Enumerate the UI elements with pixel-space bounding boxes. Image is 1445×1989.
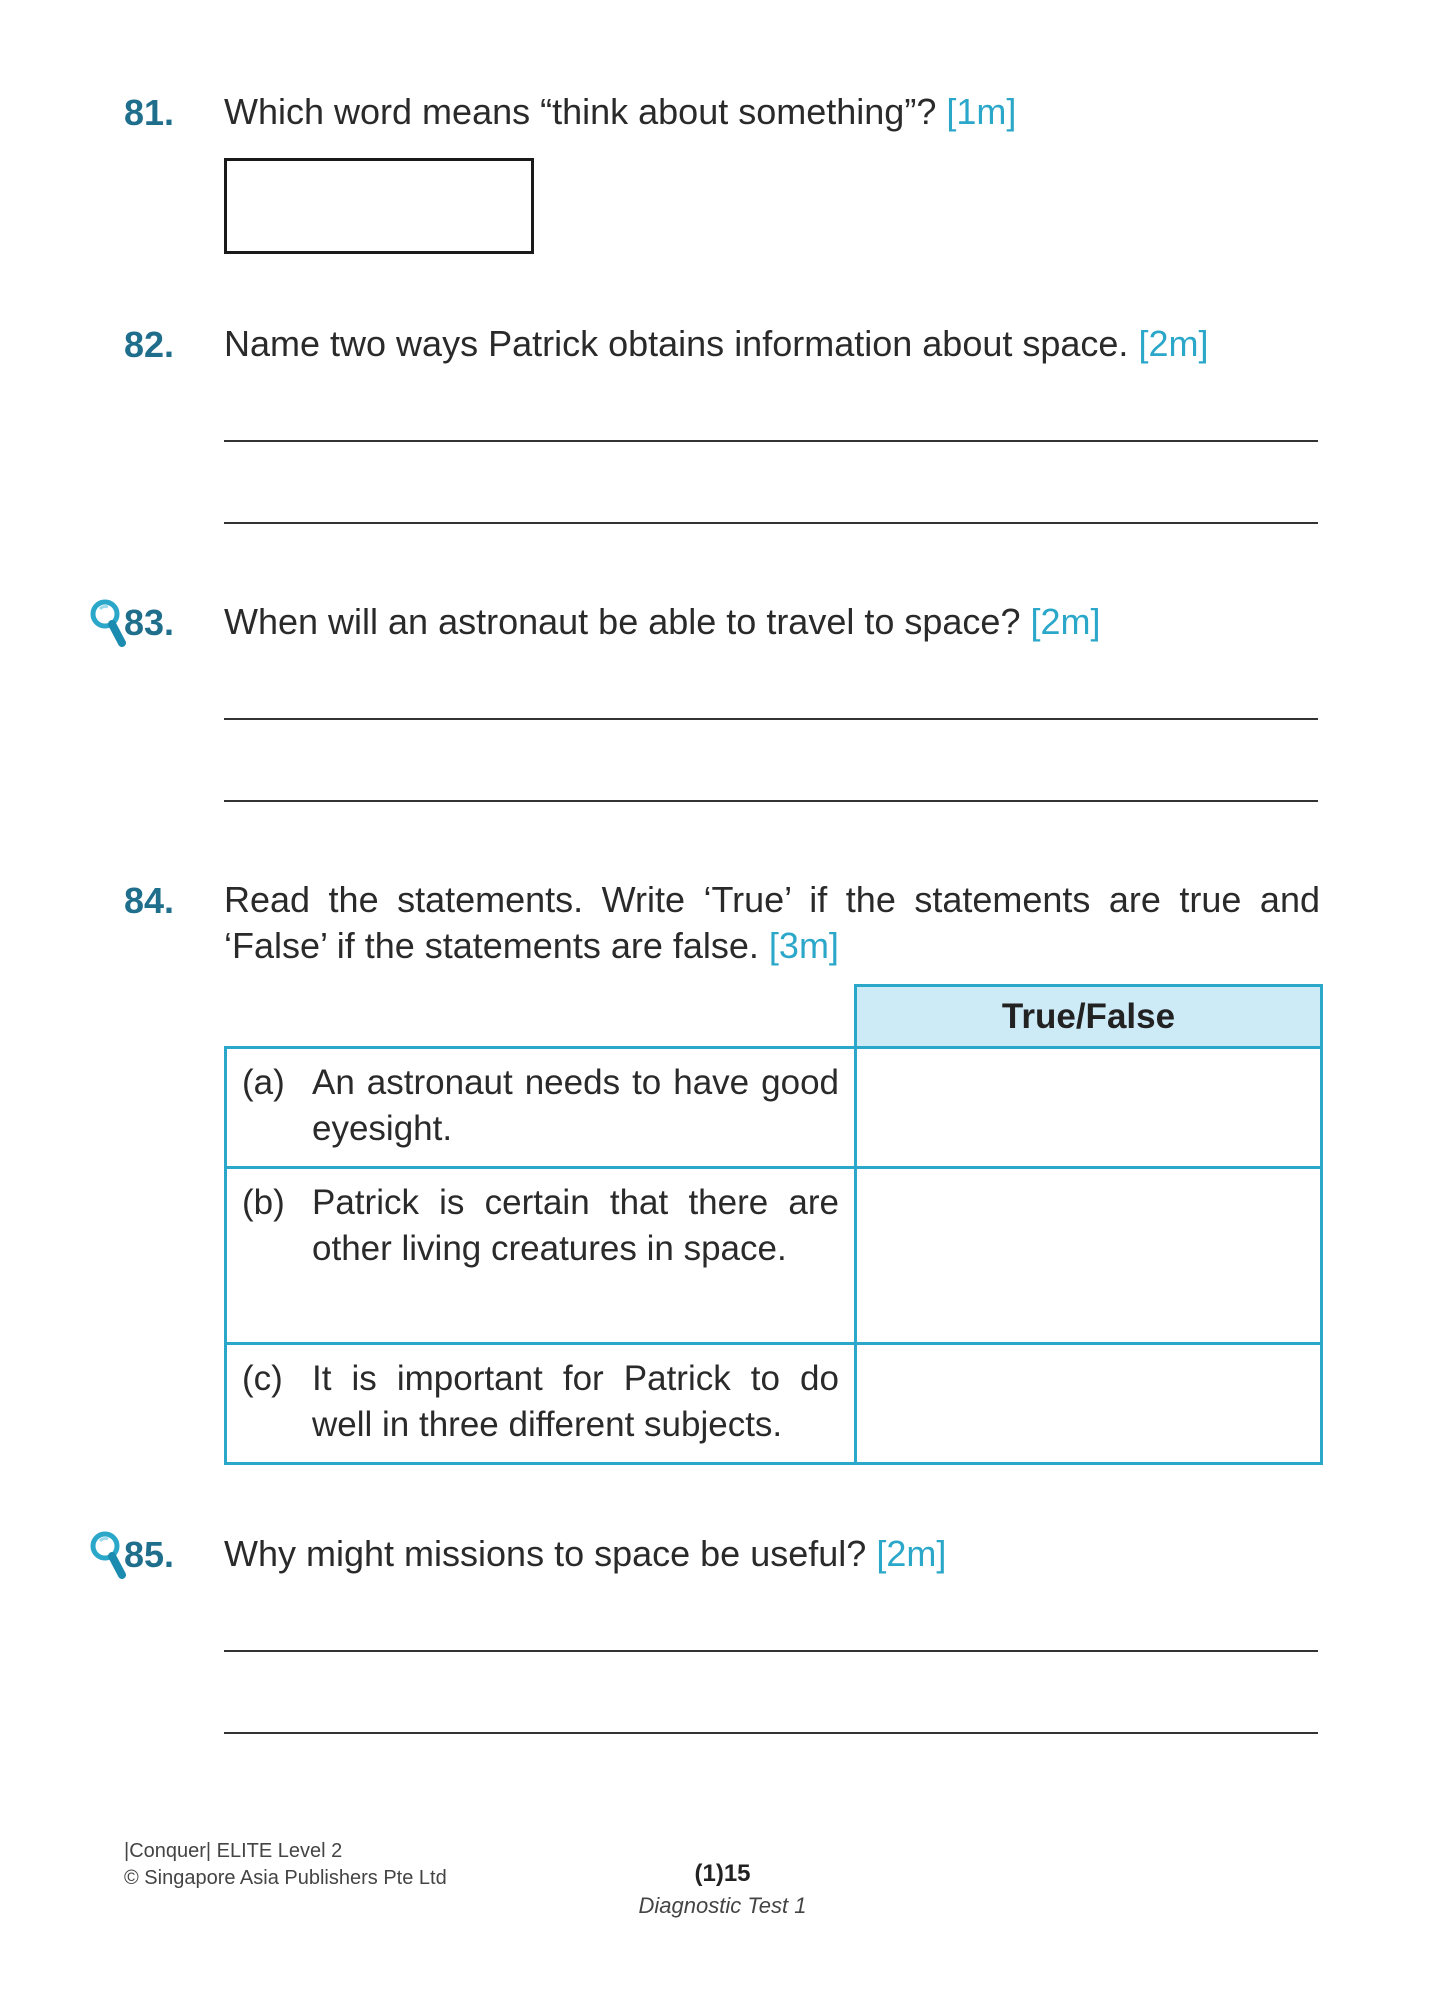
answer-cell-b[interactable]: [856, 1168, 1322, 1344]
statement-text-c: It is important for Patrick to do well in three different subjects.: [312, 1359, 839, 1444]
answer-line-83-2[interactable]: [224, 800, 1318, 802]
question-number-81: 81.: [124, 92, 175, 133]
question-text-81: [224, 89, 1016, 135]
table-row: [226, 1048, 1322, 1168]
question-83-prompt: When will an astronaut be able to travel to space?: [224, 601, 1021, 642]
footer-series: |Conquer| ELITE Level 2: [124, 1840, 343, 1862]
question-text-84: [224, 877, 1320, 969]
statement-text-b: Patrick is certain that there are other living creatures in space.: [312, 1183, 839, 1268]
question-84-line2: [224, 923, 1320, 969]
question-text-83: [224, 599, 1101, 645]
table-row: [226, 1344, 1322, 1464]
question-84-marks: [3m]: [768, 925, 839, 966]
page-number: (1)15: [694, 1860, 751, 1887]
question-text-82: [224, 321, 1208, 367]
statement-text-a: An astronaut needs to have good eyesight.: [312, 1063, 839, 1148]
answer-box-81[interactable]: [224, 158, 534, 254]
question-84-prompt-end: ‘False’ if the statements are false.: [224, 925, 759, 966]
question-number-83: 83.: [124, 602, 175, 643]
question-81-marks: [1m]: [946, 91, 1017, 132]
question-85-prompt: Why might missions to space be useful?: [224, 1533, 867, 1574]
statement-cell-a: [226, 1048, 856, 1168]
statement-label-c: (c): [242, 1359, 283, 1398]
table-header-blank: [226, 986, 856, 1048]
test-name: Diagnostic Test 1: [638, 1893, 807, 1918]
statement-label-a: (a): [242, 1063, 285, 1102]
footer-copyright: © Singapore Asia Publishers Pte Ltd: [124, 1867, 447, 1889]
question-85-marks: [2m]: [876, 1533, 947, 1574]
table-row: [226, 1168, 1322, 1344]
statement-label-b: (b): [242, 1183, 285, 1222]
table-header-true-false: True/False: [856, 986, 1322, 1048]
answer-line-82-1[interactable]: [224, 440, 1318, 442]
magnifier-icon: [88, 598, 128, 648]
question-number-85: 85.: [124, 1534, 175, 1575]
statement-cell-b: [226, 1168, 856, 1344]
answer-cell-c[interactable]: [856, 1344, 1322, 1464]
magnifier-icon: [88, 1530, 128, 1580]
answer-cell-a[interactable]: [856, 1048, 1322, 1168]
answer-line-83-1[interactable]: [224, 718, 1318, 720]
question-84-line1: Read the statements. Write ‘True’ if the statements are true and: [224, 879, 1320, 920]
answer-line-85-1[interactable]: [224, 1650, 1318, 1652]
question-82-prompt: Name two ways Patrick obtains information about space.: [224, 323, 1129, 364]
answer-line-85-2[interactable]: [224, 1732, 1318, 1734]
question-number-84: 84.: [124, 880, 175, 921]
question-text-85: [224, 1531, 946, 1577]
question-82-marks: [2m]: [1138, 323, 1209, 364]
table-header-row: [226, 986, 1322, 1048]
statement-cell-c: [226, 1344, 856, 1464]
true-false-table: [224, 984, 1323, 1465]
question-number-82: 82.: [124, 324, 175, 365]
question-81-prompt: Which word means “think about something”?: [224, 91, 937, 132]
answer-line-82-2[interactable]: [224, 522, 1318, 524]
question-83-marks: [2m]: [1030, 601, 1101, 642]
